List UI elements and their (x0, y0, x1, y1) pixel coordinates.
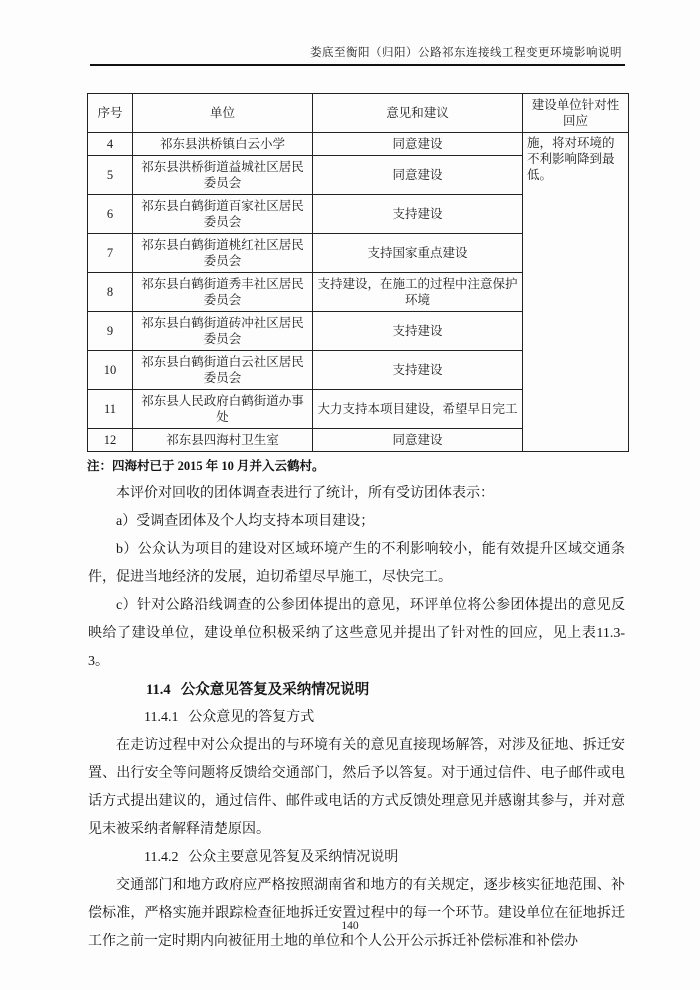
unit-cell: 祁东县四海村卫生室 (133, 429, 313, 452)
row-no-cell: 6 (88, 195, 133, 234)
unit-cell: 祁东县白鹤街道白云社区居民委员会 (133, 351, 313, 390)
col-header-opinion: 意见和建议 (313, 94, 523, 133)
section-heading-11-4 (88, 676, 625, 704)
paragraph-11-4-2: 交通部门和地方政府应严格按照湖南省和地方的有关规定，逐步核实征地范围、补偿标准，严格实施并跟踪检查征地拆迁安置过程中的每一个环节。建设单位在征地拆迁工作之前一定时期内向被征用土地的单位和个人公开公示拆迁补偿标准和补偿办 (88, 878, 625, 949)
paragraph-intro: 本评价对回收的团体调查表进行了统计，所有受访团体表示： (116, 486, 494, 501)
opinion-cell: 支持建设 (313, 312, 523, 351)
list-item-b: b）公众认为项目的建设对区域环境产生的不利影响较小，能有效提升区域交通条件，促进当地经济的发展，迫切希望尽早施工，尽快完工。 (88, 542, 625, 585)
section-title: 公众意见的答复方式 (188, 710, 315, 725)
unit-cell: 祁东县洪桥街道益城社区居民委员会 (133, 156, 313, 195)
table-row (88, 133, 629, 156)
section-title: 公众主要意见答复及采纳情况说明 (188, 850, 399, 865)
row-no-cell: 5 (88, 156, 133, 195)
response-merged-cell: 施，将对环境的不利影响降到最低。 (523, 133, 629, 452)
section-number: 11.4 (146, 682, 171, 698)
row-no-cell: 12 (88, 429, 133, 452)
paragraph-11-4-1: 在走访过程中对公众提出的与环境有关的意见直接现场解答，对涉及征地、拆迁安置、出行安全等问题将反馈给交通部门，然后予以答复。对于通过信件、电子邮件或电话方式提出建议的，通过信件、邮件或电话的方式反馈处理意见并感谢其参与，并对意见未被采纳者解释清楚原因。 (88, 738, 625, 837)
unit-cell: 祁东县白鹤街道秀丰社区居民委员会 (133, 273, 313, 312)
row-no-cell: 10 (88, 351, 133, 390)
row-no-cell: 9 (88, 312, 133, 351)
unit-cell: 祁东县白鹤街道砖冲社区居民委员会 (133, 312, 313, 351)
section-number: 11.4.2 (144, 850, 179, 865)
opinion-cell: 同意建设 (313, 156, 523, 195)
public-opinion-table (87, 93, 629, 452)
opinion-cell: 支持建设 (313, 195, 523, 234)
col-header-no: 序号 (88, 94, 133, 133)
header-rule (90, 64, 625, 66)
list-item-a: a）受调查团体及个人均支持本项目建设； (116, 514, 375, 529)
row-no-cell: 7 (88, 234, 133, 273)
section-heading-11-4-1 (88, 704, 625, 732)
unit-cell: 祁东县人民政府白鹤街道办事处 (133, 390, 313, 429)
section-title: 公众意见答复及采纳情况说明 (180, 682, 370, 698)
row-no-cell: 8 (88, 273, 133, 312)
unit-cell: 祁东县洪桥镇白云小学 (133, 133, 313, 156)
row-no-cell: 4 (88, 133, 133, 156)
opinion-cell: 大力支持本项目建设，希望早日完工 (313, 390, 523, 429)
body-text (88, 480, 625, 956)
page-number: 140 (341, 920, 359, 932)
opinion-cell: 同意建设 (313, 429, 523, 452)
opinion-cell: 支持国家重点建设 (313, 234, 523, 273)
running-header: 娄底至衡阳（归阳）公路祁东连接线工程变更环境影响说明 (310, 47, 622, 59)
opinion-cell: 支持建设 (313, 351, 523, 390)
list-item-c: c）针对公路沿线调查的公参团体提出的意见，环评单位将公参团体提出的意见反映给了建设单位，建设单位积极采纳了这些意见并提出了针对性的回应，见上表11.3-3。 (88, 598, 625, 669)
section-heading-11-4-2 (88, 844, 625, 872)
opinion-cell: 同意建设 (313, 133, 523, 156)
table-header-row (88, 94, 629, 133)
unit-cell: 祁东县白鹤街道百家社区居民委员会 (133, 195, 313, 234)
opinion-cell: 支持建设，在施工的过程中注意保护环境 (313, 273, 523, 312)
col-header-unit: 单位 (133, 94, 313, 133)
section-number: 11.4.1 (144, 710, 179, 725)
row-no-cell: 11 (88, 390, 133, 429)
table-footnote: 注：四海村已于 2015 年 10 月并入云鹤村。 (87, 459, 325, 473)
unit-cell: 祁东县白鹤街道桃红社区居民委员会 (133, 234, 313, 273)
col-header-response: 建设单位针对性回应 (523, 94, 629, 133)
